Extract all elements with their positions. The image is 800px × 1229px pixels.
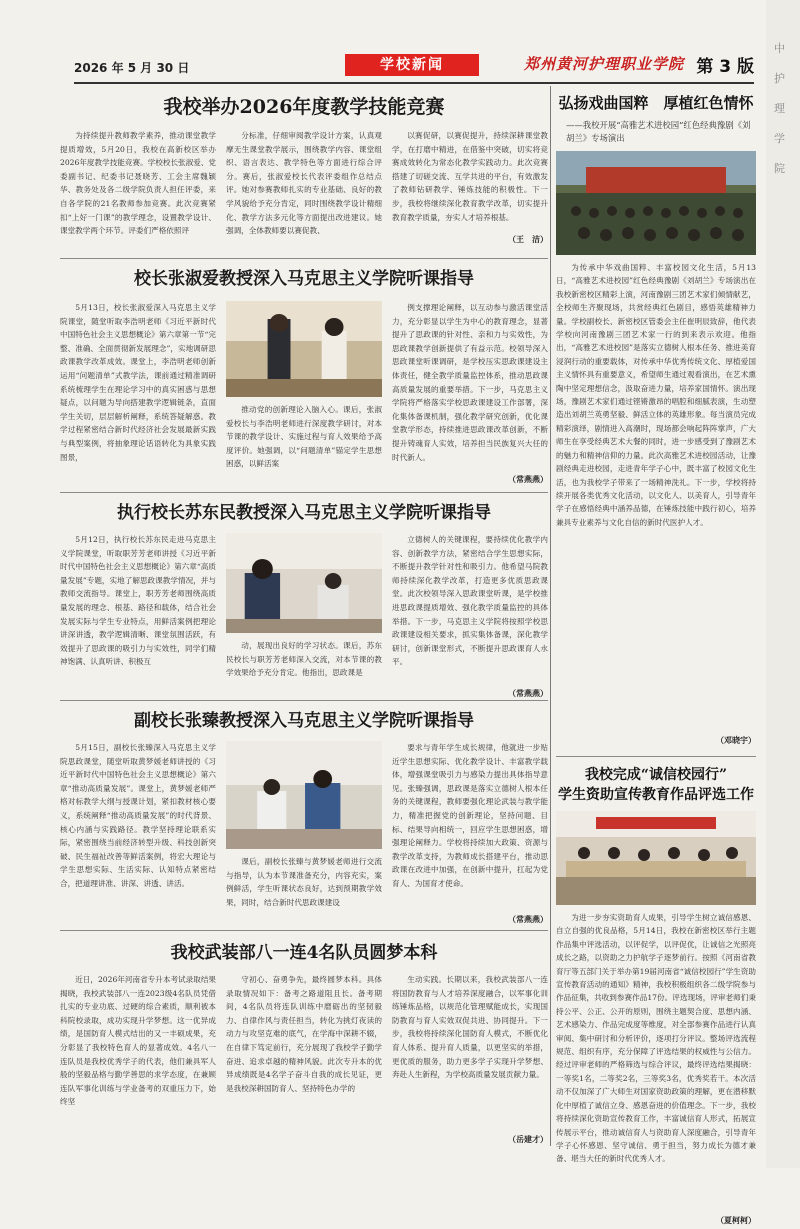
edge-char: 护: [774, 72, 785, 85]
article-col: 要求与青年学生成长规律，他就进一步贴近学生思想实际、优化教学设计、丰富教学载体，增强课堂吸引力与感染力提出具体指导意见。张臻强调，思政课是落实立德树人根本任务的关键课程，教师要强化理论武装与教学能力，精准把握党的创新理论，坚持问题、目标、结果导向相统一，回应学生思想困惑，增强理论阐释力。学校将持续加大政策、资源与教学改革支持，为教师成长搭建平台，推动思政课在改进中加强，在创新中提升，扛起为党育人、为国育才使命。 （常燕燕）: [392, 741, 548, 927]
right-article-subtitle: ——我校开展“高雅艺术进校园”红色经典豫剧《刘胡兰》专场演出: [566, 120, 751, 143]
right-column: [556, 86, 756, 1225]
article-col: 近日，2026年河南省专升本考试录取结果揭晓，我校武装部八一连2023级4名队员凭借扎实的专业功底、过硬的综合素质，顺利被本科院校录取，成功实现升学梦想。这一优异成绩，是国防育人模式结出的又一丰硕成果，充分彰显了我校特色育人的显著成效。4名八一连队员是我校优秀学子的代表，他们兼具军人般的坚毅品格与勤学善思的求学态度，在兼顾连队军事化训练与学业备考的双重压力下，始终坚: [60, 975, 217, 1107]
article-col: 立德树人的关键课程，要持续优化教学内容、创新教学方法，紧密结合学生思想实际，不断提升教学针对性和吸引力。他希望马院教师持续深化教学改革，打造更多优质思政课堂。此次校领导深入思政课堂听课，是学校推进思政课提质增效、强化教学质量监控的具体举措。下一步，马克思主义学院将按照学校思政课建设相关要求，抓实集体备课，深化教学研讨，创新课堂形式，不断提升思政课育人水平。 （常燕燕）: [392, 533, 548, 701]
right-article-title-2b: 学生资助宣传教育作品评选工作: [558, 787, 754, 803]
classroom-photo: [226, 301, 382, 397]
masthead: [74, 50, 754, 82]
article-col: 5月12日，执行校长苏东民走进马克思主义学院课堂，听取职芳芳老师讲授《习近平新时代中国特色社会主义思想概论》第六章“高质量发展”专题，实地了解思政课教学情况，并与教师交流指导。课堂上，职芳芳老师围绕高质量发展的理念、根基、路径和载体，结合社会发展实际与学生专业特点，用鲜活案例把理论讲深讲透，教学逻辑清晰、课堂氛围活跃，有效提升了思政课的吸引力与实效性，同学们精神饱满、认真听讲、积极互: [60, 535, 216, 667]
edge-char: 中: [774, 42, 785, 55]
article-col: 分标准，仔细审阅教学设计方案，认真观摩无生课堂教学展示，围绕教学内容、课堂组织、语言表达、教学特色等方面进行综合评分。赛后，张淑爱校长代表评委组作总结点评。她对参赛教师扎实的专业基础、良好的教学风貌给予充分肯定，同时围绕教学设计精细化、教学方法多元化等方面提出改进建议。她强调，全体教师要以赛促教、: [226, 131, 382, 236]
article-col: 5月13日，校长张淑爱深入马克思主义学院课堂，随堂听取李浩明老师《习近平新时代中国特色社会主义思想概论》第六章第一节“完整、准确、全面贯彻新发展理念”，实地调研思政课教学改革成效。课堂上，李浩明老师创新运用“问题清单”式教学法，课前通过精准调研系统梳理学生在理论学习中的真实困惑与思想疑点，以问题为导向搭建教学逻辑链条，直面学生关切，层层解析阐释，系统答疑解惑。教学过程紧密结合新时代经济社会发展最新实践与典型案例，将抽象理论话语转化为具象实践图景，: [60, 303, 216, 462]
classroom-photo: [226, 533, 382, 633]
edge-char: 学: [774, 132, 785, 145]
article-zhang-shuai-lecture: [60, 264, 548, 486]
section-label: 学校新闻: [345, 54, 479, 76]
issue-date: 2026 年 5 月 30 日: [74, 61, 190, 75]
article-col: 课后，副校长张臻与黄梦媛老师进行交流与指导，认为本节课准备充分，内容充实，案例鲜活，学生听课状态良好，达到预期教学效果，同时，结合新时代思政课建设: [226, 741, 382, 927]
article-col: 推动党的创新理论入脑入心。课后，张淑爱校长与李浩明老师进行深度教学研讨，对本节课的教学设计、实施过程与育人效果给予高度评价。她强调，以“问题清单”锚定学生思想困惑，以鲜活案: [226, 301, 382, 487]
article-su-dongmin-lecture: [60, 498, 548, 698]
article-col: 守初心、奋勇争先，最终圆梦本科。具体录取情况如下：备考之路道阻且长。备考期间，4名队员将连队训练中磨砺出的坚韧毅力、自律作风与责任担当，转化为挑灯夜读的动力与攻坚克难的底气，在学海中深耕不辍，在自律下笃定前行，充分展现了我校学子勤学奋进、追求卓越的精神风貌。此次专升本的优异成绩既是4名学子奋斗自我的成长见证，更是我校深耕国防育人、坚持特色办学的: [226, 975, 382, 1093]
right-article-body-2: 为进一步夯实资助育人成果，引导学生树立诚信感恩、自立自强的优良品格，5月14日，我校在新密校区举行主题作品集中评选活动，以评促学，以评促优，让诚信之光照亮成长之路，以资助之力护航学子逐梦前行。按照《河南省教育厅等五部门关于举办第19届河南省“诚信校园行”学生资助宣传教育活动的通知》精神，我校积极组织各二级学院参与作品征集，共收到参赛作品17份。评选现场，评审老师们秉持公平、公正、公开的原则，围绕主题契合度、思想内涵、艺术感染力、作品完成度等维度，对全部参赛作品进行认真审阅、集中研讨和分析评价，逐项打分评议。整场评选流程规范、组织有序，充分保障了评选结果的权威性与公信力。经过评审老师的严格筛选与综合评议，最终评选结果揭晓：一等奖1名，二等奖2名，三等奖3名，优秀奖若干。本次活动不仅加深了广大师生对国家资助政策的理解，更在潜移默化中厚植了诚信立身、感恩奋进的价值理念。下一步，我校将持续深化资助宣传教育工作，丰富诚信育人形式，拓展宣传展示平台，推动诚信育人与资助育人深度融合，引导青年学子心怀感恩、坚守诚信、勇于担当，努力成长为德才兼备、堪当大任的新时代优秀人才。: [556, 913, 756, 1164]
author-byline: （邓晓宇）: [556, 735, 756, 746]
classroom-photo: [226, 741, 382, 849]
article-col: 例支撑理论阐释，以互动参与激活课堂活力，充分彰显以学生为中心的教育理念，显著提升了思政课的针对性、亲和力与实效性，为思政课教学创新提供了有益示范。校领导深入思政课堂听课调研，是学校压实思政课建设主体责任，健全教学质量监控体系，推动思政课高质量发展的重要举措。下一步，马克思主义学院将严格落实学校思政课建设工作部署，深化集体备课机制，强化教学研究创新，优化课堂教学形态，持续推进思政课改革创新，不断提升铸魂育人实效，培养担当民族复兴大任的时代新人。 （常燕燕）: [392, 301, 548, 487]
article-teaching-competition: [60, 92, 548, 250]
evaluation-meeting-photo: [556, 811, 756, 905]
divider: [60, 930, 548, 931]
page-edge-strip: [766, 0, 800, 1168]
page-number: 第 3 版: [696, 57, 754, 77]
divider: [60, 258, 548, 259]
masthead-rule: [74, 82, 754, 84]
author-byline: （王 洁）: [508, 234, 548, 245]
divider: [60, 700, 548, 701]
author-byline: （常燕燕）: [508, 688, 548, 699]
article-col: 动，展现出良好的学习状态。课后，苏东民校长与职芳芳老师深入交流，对本节课的教学效果给予充分肯定。他指出，思政课是: [226, 533, 382, 701]
headline: 校长张淑爱教授深入马克思主义学院听课指导: [134, 269, 474, 289]
author-byline: （岳建才）: [508, 1134, 548, 1145]
headline: 副校长张臻教授深入马克思主义学院听课指导: [134, 711, 474, 731]
edge-char: 院: [774, 162, 785, 175]
opera-performance-photo: [556, 151, 756, 255]
right-article-body: 为传承中华戏曲国粹、丰富校园文化生活，5月13日，“高雅艺术进校园”红色经典豫剧《刘胡兰》专场演出在我校新密校区精彩上演，河南豫剧三团艺术家们倾情献艺，全校师生齐聚现场，共赏经典红色剧目，感悟英雄精神力量。学校副校长、新密校区管委会主任崔明辰致辞，他代表学校向河南豫剧三团艺术家一行的到来表示欢迎。他指出，“高雅艺术进校园”是落实立德树人根本任务、推进美育浸润行动的重要载体，对传承中华优秀传统文化、厚植爱国主义情怀具有重要意义，希望师生通过观看演出，在艺术熏陶中坚定理想信念，汲取奋进力量，培养家国情怀。演出现场，豫剧艺术家们通过铿锵激昂的唱腔和细腻表演，生动塑造出刘胡兰英勇坚毅、鲜活立体的英雄形象。每当演员完成精彩演绎，剧情进入高潮时，现场都会响起阵阵掌声，广大师生在享受经典艺术大餐的同时，进一步感受到了豫剧艺术的魅力和精神信仰的力量。此次高雅艺术进校园活动，让豫剧经典走进校园，走进青年学子心中，既丰富了校园文化生活，也为我校学子带来了一场精神洗礼。下一步，学校将持续开展各类优秀文化活动，以文化人、以美育人，引导青年学子在感悟经典中涵养品德，在锤炼技能中践行初心，培养兼具专业素养与文化自信的新时代医护人才。: [556, 263, 756, 527]
article-col: 以赛促研，以赛促提升，持续深耕课堂教学，在打磨中精进，在借鉴中突破，切实将竞赛成效转化为常态化教学实践动力。此次竞赛搭建了切磋交流、互学共进的平台，有效激发了教师钻研教学、锤炼技能的积极性。下一步，我校将继续深化教育教学改革，切实提升教育教学质量，夯实人才培养根基。 （王 洁）: [392, 129, 548, 247]
author-byline: （常燕燕）: [508, 474, 548, 485]
edge-char: 理: [774, 102, 785, 115]
article-militia-students: [60, 938, 548, 1144]
divider: [60, 492, 548, 493]
author-byline: （夏柯柯）: [556, 1215, 756, 1226]
right-article-title: 弘扬戏曲国粹 厚植红色情怀: [558, 94, 754, 112]
headline: 我校武装部八一连4名队员圆梦本科: [170, 943, 438, 963]
headline: 执行校长苏东民教授深入马克思主义学院听课指导: [117, 503, 491, 523]
headline: 我校举办2026年度教学技能竞赛: [163, 96, 445, 118]
article-zhang-zhen-lecture: [60, 706, 548, 924]
school-logo: 郑州黄河护理职业学院: [524, 55, 685, 73]
article-col: 5月15日，副校长张臻深入马克思主义学院思政课堂，随堂听取黄梦媛老师讲授的《习近平新时代中国特色社会主义思想概论》第六章“推动高质量发展”。课堂上，黄梦媛老师严格对标教学大纲与授课计划，紧扣教材核心要义，系统阐释“推动高质量发展”的时代背景、核心内涵与实践路径。教学坚持理论联系实际，紧密围绕当前经济转型升级、科技创新突破、民生福祉改善等鲜活案例，将宏大理论与学生思想实际、生活实际、认知特点紧密结合，把道理讲准、讲深、讲透、讲活。: [60, 743, 216, 888]
article-col: 生动实践。长期以来，我校武装部八一连将国防教育与人才培养深度融合，以军事化训练锤炼品格，以规范化管理赋能成长，实现国防教育与育人实效双促共进、协同提升。下一步，我校将持续深化国防育人模式，不断优化育人体系、提升育人质量，以更坚实的举措，更优质的服务，助力更多学子实现升学梦想、奔赴人生新程，为学校高质量发展贡献力量。 （岳建才）: [392, 973, 548, 1147]
author-byline: （常燕燕）: [508, 914, 548, 925]
right-article-title-2a: 我校完成“诚信校园行”: [584, 767, 728, 783]
article-col: 为持续提升教师教学素养，推动课堂教学提质增效，5月20日，我校在高新校区举办2026年度教学技能竞赛。学校校长张淑爱、党委副书记、纪委书记聂晓芳、工会主席魏颖华、教务处及各二级学院负责人担任评委，来自各学院的21名教师参加竞赛。此次竞赛紧扣“上好一门课”的教学理念，设置教学设计、课堂教学两个环节。评委们严格依照评: [60, 131, 217, 236]
divider: [556, 756, 756, 757]
column-divider: [550, 86, 551, 1146]
